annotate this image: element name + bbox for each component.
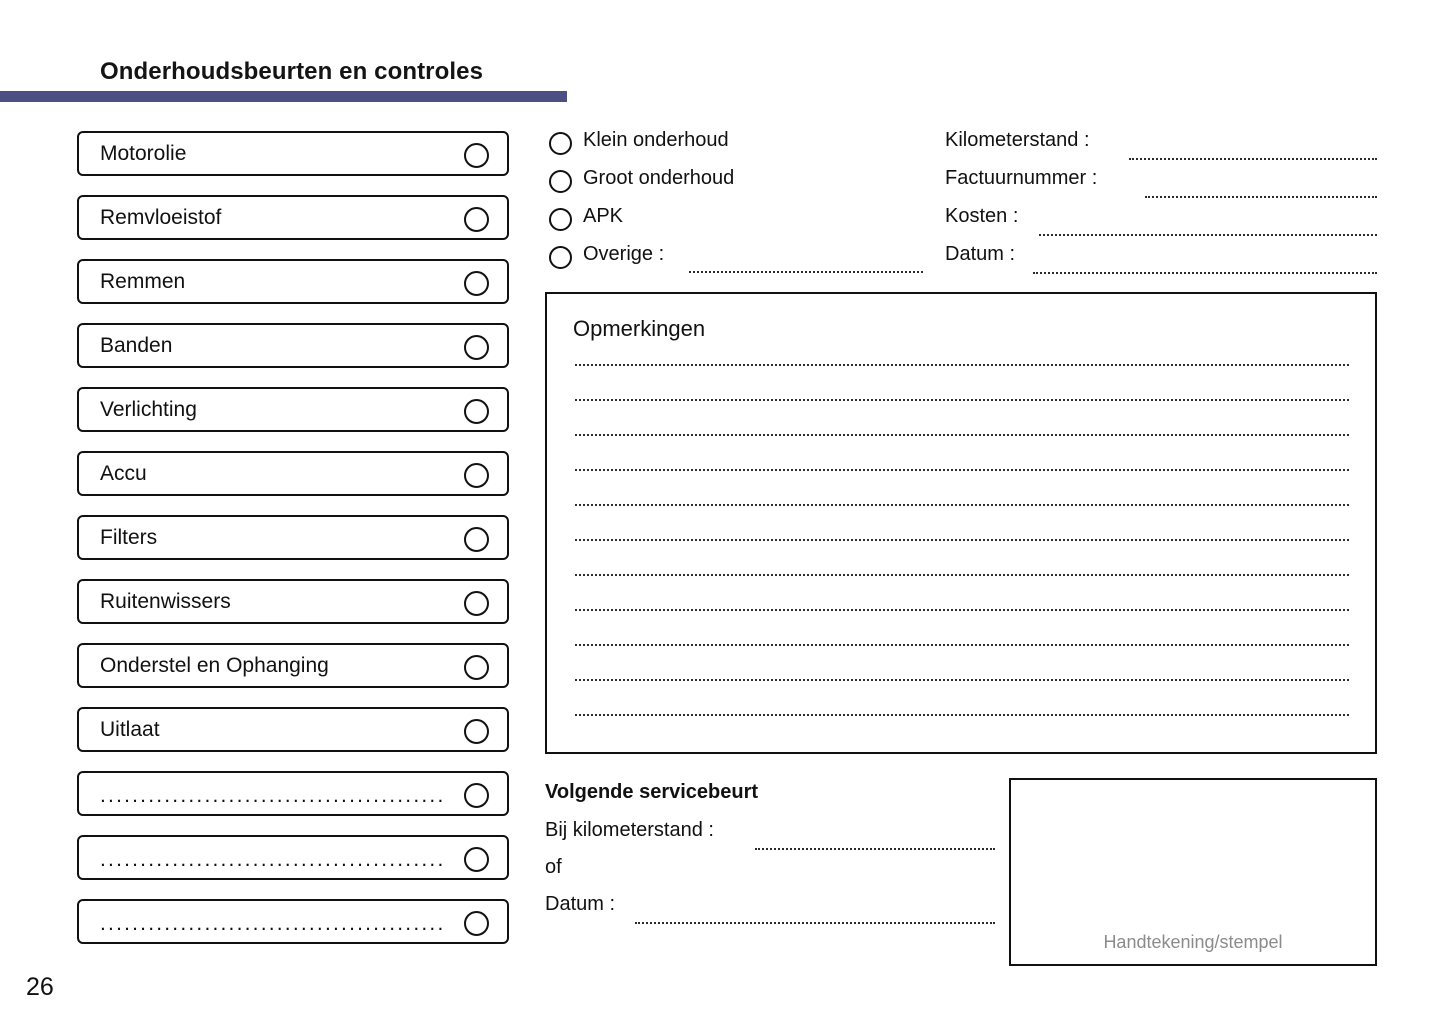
checklist-blank-line: ........................................... xyxy=(100,912,446,935)
remarks-lines xyxy=(575,364,1349,749)
checklist-row-blank[interactable] xyxy=(77,835,509,880)
invoice-fields xyxy=(945,128,1377,280)
checklist-row[interactable] xyxy=(77,195,509,240)
signature-stamp-box[interactable] xyxy=(1009,778,1377,966)
service-type-label: Overige : xyxy=(583,243,665,265)
signature-caption: Handtekening/stempel xyxy=(1103,932,1283,952)
radio-circle-icon[interactable] xyxy=(549,170,572,193)
checkbox-circle-icon[interactable] xyxy=(464,591,489,616)
next-service-title: Volgende servicebeurt xyxy=(545,781,759,803)
checklist-item-label: Ruitenwissers xyxy=(100,590,231,613)
field-label: Kosten : xyxy=(945,205,1019,227)
remarks-line[interactable] xyxy=(575,644,1349,646)
checkbox-circle-icon[interactable] xyxy=(464,783,489,808)
field-label: Datum : xyxy=(545,893,616,915)
field-write-in-line[interactable] xyxy=(635,922,995,924)
checklist-row-blank[interactable] xyxy=(77,771,509,816)
remarks-line[interactable] xyxy=(575,609,1349,611)
checkbox-circle-icon[interactable] xyxy=(464,655,489,680)
remarks-line[interactable] xyxy=(575,469,1349,471)
checklist-row[interactable] xyxy=(77,387,509,432)
next-service-or-label: of xyxy=(545,856,562,878)
checkbox-circle-icon[interactable] xyxy=(464,847,489,872)
checklist-row[interactable] xyxy=(77,643,509,688)
checklist-item-label: Uitlaat xyxy=(100,718,160,741)
title-underline-rule xyxy=(0,91,567,102)
field-write-in-line[interactable] xyxy=(1129,158,1377,160)
field-write-in-line[interactable] xyxy=(755,848,995,850)
remarks-line[interactable] xyxy=(575,504,1349,506)
checkbox-circle-icon[interactable] xyxy=(464,335,489,360)
service-type-label: Klein onderhoud xyxy=(583,129,729,151)
field-datum[interactable] xyxy=(945,242,1377,280)
remarks-line[interactable] xyxy=(575,574,1349,576)
checklist-item-label: Accu xyxy=(100,462,147,485)
checklist-row[interactable] xyxy=(77,707,509,752)
service-type-label: Groot onderhoud xyxy=(583,167,735,189)
other-write-in-line[interactable] xyxy=(689,271,923,273)
checklist-item-label: Onderstel en Ophanging xyxy=(100,654,329,677)
remarks-title: Opmerkingen xyxy=(573,316,706,341)
checklist-item-label: Motorolie xyxy=(100,142,187,165)
checkbox-circle-icon[interactable] xyxy=(464,527,489,552)
inspection-checklist xyxy=(77,131,509,963)
remarks-line[interactable] xyxy=(575,364,1349,366)
checklist-item-label: Remmen xyxy=(100,270,186,293)
checklist-item-label: Remvloeistof xyxy=(100,206,222,229)
field-label: Bij kilometerstand : xyxy=(545,819,714,841)
field-write-in-line[interactable] xyxy=(1145,196,1377,198)
field-label: Factuurnummer : xyxy=(945,167,1098,189)
checkbox-circle-icon[interactable] xyxy=(464,271,489,296)
checklist-row-blank[interactable] xyxy=(77,899,509,944)
page-number: 26 xyxy=(26,973,54,1001)
remarks-box[interactable] xyxy=(545,292,1377,754)
checkbox-circle-icon[interactable] xyxy=(464,399,489,424)
checklist-row[interactable] xyxy=(77,451,509,496)
checkbox-circle-icon[interactable] xyxy=(464,143,489,168)
checkbox-circle-icon[interactable] xyxy=(464,463,489,488)
radio-circle-icon[interactable] xyxy=(549,246,572,269)
next-service-date-field[interactable] xyxy=(545,892,995,930)
service-type-label: APK xyxy=(583,205,624,227)
field-kosten[interactable] xyxy=(945,204,1377,242)
remarks-line[interactable] xyxy=(575,714,1349,716)
field-write-in-line[interactable] xyxy=(1039,234,1377,236)
page-title: Onderhoudsbeurten en controles xyxy=(100,58,484,85)
remarks-line[interactable] xyxy=(575,539,1349,541)
remarks-line[interactable] xyxy=(575,399,1349,401)
checklist-blank-line: ........................................... xyxy=(100,848,446,871)
service-type-option[interactable] xyxy=(549,166,939,204)
radio-circle-icon[interactable] xyxy=(549,132,572,155)
checklist-row[interactable] xyxy=(77,323,509,368)
field-label: Kilometerstand : xyxy=(945,129,1090,151)
checklist-row[interactable] xyxy=(77,579,509,624)
checklist-item-label: Filters xyxy=(100,526,158,549)
remarks-line[interactable] xyxy=(575,679,1349,681)
next-service-mileage-field[interactable] xyxy=(545,818,995,856)
checklist-row[interactable] xyxy=(77,259,509,304)
field-kilometerstand[interactable] xyxy=(945,128,1377,166)
checklist-row[interactable] xyxy=(77,515,509,560)
field-write-in-line[interactable] xyxy=(1033,272,1377,274)
service-type-options xyxy=(549,128,939,280)
checkbox-circle-icon[interactable] xyxy=(464,719,489,744)
checklist-item-label: Verlichting xyxy=(100,398,197,421)
remarks-line[interactable] xyxy=(575,434,1349,436)
checklist-blank-line: ........................................... xyxy=(100,784,446,807)
field-label: Datum : xyxy=(945,243,1016,265)
radio-circle-icon[interactable] xyxy=(549,208,572,231)
checkbox-circle-icon[interactable] xyxy=(464,207,489,232)
checklist-item-label: Banden xyxy=(100,334,173,357)
service-type-option[interactable] xyxy=(549,128,939,166)
checkbox-circle-icon[interactable] xyxy=(464,911,489,936)
service-type-option-other[interactable] xyxy=(549,242,939,280)
field-factuurnummer[interactable] xyxy=(945,166,1377,204)
next-service-section xyxy=(545,781,995,930)
checklist-row[interactable] xyxy=(77,131,509,176)
service-type-option[interactable] xyxy=(549,204,939,242)
